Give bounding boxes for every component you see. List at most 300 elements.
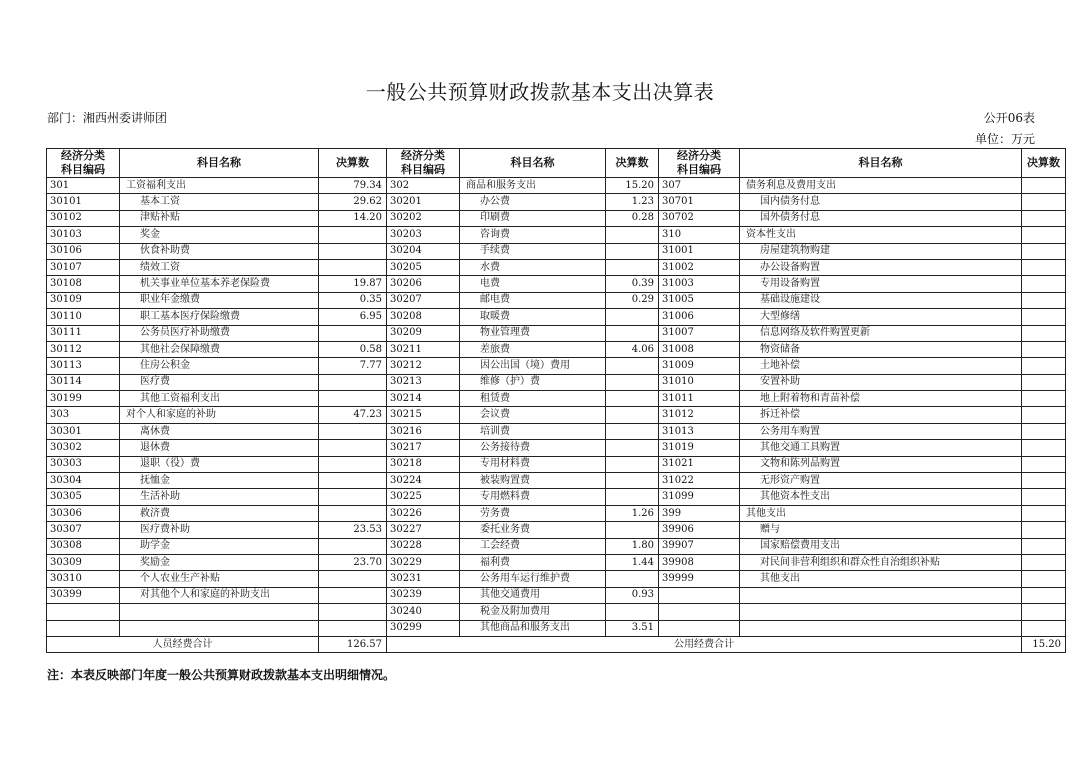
amount-cell [1022, 571, 1066, 587]
amount-cell [319, 374, 387, 390]
amount-cell: 4.06 [606, 341, 659, 357]
name-cell: 税金及附加费用 [460, 604, 606, 620]
code-cell: 310 [659, 227, 740, 243]
code-cell: 30213 [387, 374, 460, 390]
name-cell: 安置补助 [740, 374, 1022, 390]
name-cell: 差旅费 [460, 341, 606, 357]
name-header: 科目名称 [740, 149, 1022, 178]
code-cell: 30701 [659, 194, 740, 210]
code-cell: 31008 [659, 341, 740, 357]
footnote: 注：本表反映部门年度一般公共预算财政拨款基本支出明细情况。 [47, 668, 396, 682]
name-cell: 专用材料费 [460, 456, 606, 472]
name-cell: 津贴补贴 [120, 210, 319, 226]
code-cell [659, 620, 740, 636]
code-cell: 31011 [659, 391, 740, 407]
amount-cell [319, 227, 387, 243]
amount-cell [319, 423, 387, 439]
code-cell: 31010 [659, 374, 740, 390]
code-cell: 30215 [387, 407, 460, 423]
amount-cell [319, 604, 387, 620]
amount-cell [319, 489, 387, 505]
amount-cell [1022, 259, 1066, 275]
public-total-value: 15.20 [1022, 636, 1066, 652]
amount-cell [606, 407, 659, 423]
amount-cell [319, 259, 387, 275]
amount-cell: 15.20 [606, 178, 659, 194]
code-cell [47, 604, 120, 620]
code-cell: 30307 [47, 522, 120, 538]
amount-header: 决算数 [1022, 149, 1066, 178]
amount-cell [606, 259, 659, 275]
name-cell: 咨询费 [460, 227, 606, 243]
name-cell: 公务员医疗补助缴费 [120, 325, 319, 341]
name-cell: 职业年金缴费 [120, 292, 319, 308]
table-row [47, 620, 1066, 636]
name-cell: 伙食补助费 [120, 243, 319, 259]
name-cell: 住房公积金 [120, 358, 319, 374]
code-cell: 30212 [387, 358, 460, 374]
amount-cell [1022, 358, 1066, 374]
amount-cell: 0.29 [606, 292, 659, 308]
amount-cell [1022, 243, 1066, 259]
code-cell: 31019 [659, 440, 740, 456]
name-cell: 退职（役）费 [120, 456, 319, 472]
code-cell: 30107 [47, 259, 120, 275]
table-row [47, 423, 1066, 439]
amount-cell [606, 358, 659, 374]
code-cell [659, 604, 740, 620]
name-cell: 工会经费 [460, 538, 606, 554]
amount-cell [319, 571, 387, 587]
name-cell: 会议费 [460, 407, 606, 423]
amount-cell [1022, 227, 1066, 243]
name-cell: 医疗费 [120, 374, 319, 390]
public-total-label: 公用经费合计 [387, 636, 1022, 652]
table-row [47, 538, 1066, 554]
code-cell: 30224 [387, 473, 460, 489]
amount-cell [1022, 178, 1066, 194]
code-cell: 31002 [659, 259, 740, 275]
name-cell: 其他工资福利支出 [120, 391, 319, 407]
amount-cell [606, 473, 659, 489]
code-cell: 30204 [387, 243, 460, 259]
table-row [47, 276, 1066, 292]
amount-cell [1022, 374, 1066, 390]
amount-cell [606, 325, 659, 341]
code-cell: 30301 [47, 423, 120, 439]
code-cell: 30108 [47, 276, 120, 292]
amount-cell: 79.34 [319, 178, 387, 194]
amount-cell: 19.87 [319, 276, 387, 292]
amount-cell: 0.39 [606, 276, 659, 292]
name-cell: 医疗费补助 [120, 522, 319, 538]
name-cell: 救济费 [120, 505, 319, 521]
name-cell: 维修（护）费 [460, 374, 606, 390]
code-cell: 30114 [47, 374, 120, 390]
name-cell: 取暖费 [460, 309, 606, 325]
amount-cell [1022, 538, 1066, 554]
name-cell: 被装购置费 [460, 473, 606, 489]
code-cell: 30308 [47, 538, 120, 554]
name-cell: 专用燃料费 [460, 489, 606, 505]
amount-cell: 14.20 [319, 210, 387, 226]
code-cell: 30310 [47, 571, 120, 587]
code-cell: 30205 [387, 259, 460, 275]
name-cell: 公务用车购置 [740, 423, 1022, 439]
code-cell: 30309 [47, 554, 120, 570]
code-cell: 31013 [659, 423, 740, 439]
name-cell: 国家赔偿费用支出 [740, 538, 1022, 554]
table-row [47, 194, 1066, 210]
name-cell: 对其他个人和家庭的补助支出 [120, 587, 319, 603]
name-cell: 奖励金 [120, 554, 319, 570]
code-cell: 30201 [387, 194, 460, 210]
name-cell: 土地补偿 [740, 358, 1022, 374]
name-cell: 手续费 [460, 243, 606, 259]
name-cell [740, 587, 1022, 603]
code-cell: 31007 [659, 325, 740, 341]
amount-cell: 0.58 [319, 341, 387, 357]
code-cell: 30299 [387, 620, 460, 636]
name-cell: 邮电费 [460, 292, 606, 308]
amount-cell [606, 571, 659, 587]
name-cell: 信息网络及软件购置更新 [740, 325, 1022, 341]
table-row [47, 505, 1066, 521]
table-row [47, 473, 1066, 489]
table-row [47, 489, 1066, 505]
name-cell: 资本性支出 [740, 227, 1022, 243]
amount-cell: 3.51 [606, 620, 659, 636]
code-cell: 31022 [659, 473, 740, 489]
table-row [47, 374, 1066, 390]
code-header: 经济分类 科目编码 [659, 149, 740, 178]
code-cell: 30109 [47, 292, 120, 308]
code-cell: 30304 [47, 473, 120, 489]
name-cell: 水费 [460, 259, 606, 275]
amount-cell [1022, 276, 1066, 292]
name-cell: 基础设施建设 [740, 292, 1022, 308]
table-row [47, 341, 1066, 357]
code-cell: 39999 [659, 571, 740, 587]
name-cell: 国内债务付息 [740, 194, 1022, 210]
table-row [47, 391, 1066, 407]
code-cell: 30103 [47, 227, 120, 243]
amount-cell [1022, 604, 1066, 620]
name-cell: 印刷费 [460, 210, 606, 226]
name-cell: 退休费 [120, 440, 319, 456]
code-cell: 31021 [659, 456, 740, 472]
amount-cell [606, 309, 659, 325]
amount-cell: 0.35 [319, 292, 387, 308]
code-cell: 39906 [659, 522, 740, 538]
code-cell: 30227 [387, 522, 460, 538]
code-cell: 30203 [387, 227, 460, 243]
amount-cell [319, 391, 387, 407]
amount-cell [1022, 456, 1066, 472]
code-cell: 30199 [47, 391, 120, 407]
amount-cell [606, 604, 659, 620]
name-cell: 地上附着物和青苗补偿 [740, 391, 1022, 407]
name-cell: 物业管理费 [460, 325, 606, 341]
name-cell: 无形资产购置 [740, 473, 1022, 489]
table-row [47, 604, 1066, 620]
amount-cell [319, 440, 387, 456]
code-cell: 30228 [387, 538, 460, 554]
amount-cell: 1.80 [606, 538, 659, 554]
code-cell: 303 [47, 407, 120, 423]
amount-cell [606, 456, 659, 472]
personnel-total-label: 人员经费合计 [47, 636, 319, 652]
name-cell: 其他支出 [740, 571, 1022, 587]
code-cell: 39907 [659, 538, 740, 554]
code-cell: 30207 [387, 292, 460, 308]
name-cell: 福利费 [460, 554, 606, 570]
code-cell: 30217 [387, 440, 460, 456]
code-cell: 30239 [387, 587, 460, 603]
name-cell: 基本工资 [120, 194, 319, 210]
name-cell: 离休费 [120, 423, 319, 439]
code-header: 经济分类 科目编码 [387, 149, 460, 178]
name-cell: 商品和服务支出 [460, 178, 606, 194]
amount-cell [319, 620, 387, 636]
page-title: 一般公共预算财政拨款基本支出决算表 [365, 80, 715, 104]
code-cell: 30214 [387, 391, 460, 407]
code-cell: 30113 [47, 358, 120, 374]
amount-cell: 23.53 [319, 522, 387, 538]
amount-cell: 1.23 [606, 194, 659, 210]
amount-cell [606, 440, 659, 456]
name-cell [740, 620, 1022, 636]
code-cell: 307 [659, 178, 740, 194]
code-cell: 30106 [47, 243, 120, 259]
totals-row [47, 636, 1066, 652]
code-cell: 30209 [387, 325, 460, 341]
amount-cell [1022, 554, 1066, 570]
name-cell: 其他资本性支出 [740, 489, 1022, 505]
table-row [47, 178, 1066, 194]
amount-cell [1022, 489, 1066, 505]
name-header: 科目名称 [120, 149, 319, 178]
code-cell: 30101 [47, 194, 120, 210]
code-cell: 30303 [47, 456, 120, 472]
name-cell: 助学金 [120, 538, 319, 554]
amount-cell: 29.62 [319, 194, 387, 210]
amount-cell: 1.26 [606, 505, 659, 521]
name-cell: 文物和陈列品购置 [740, 456, 1022, 472]
code-cell: 30306 [47, 505, 120, 521]
name-cell: 公务接待费 [460, 440, 606, 456]
name-cell: 国外债务付息 [740, 210, 1022, 226]
name-cell: 公务用车运行维护费 [460, 571, 606, 587]
name-cell: 专用设备购置 [740, 276, 1022, 292]
table-row [47, 440, 1066, 456]
code-cell: 30399 [47, 587, 120, 603]
name-cell: 个人农业生产补贴 [120, 571, 319, 587]
code-cell: 30225 [387, 489, 460, 505]
table-row [47, 309, 1066, 325]
amount-cell: 0.93 [606, 587, 659, 603]
name-cell: 债务利息及费用支出 [740, 178, 1022, 194]
name-cell: 电费 [460, 276, 606, 292]
code-cell: 399 [659, 505, 740, 521]
code-cell: 30226 [387, 505, 460, 521]
amount-cell [606, 227, 659, 243]
name-cell: 物资储备 [740, 341, 1022, 357]
code-cell: 30218 [387, 456, 460, 472]
amount-cell: 0.28 [606, 210, 659, 226]
amount-cell [606, 391, 659, 407]
amount-cell [606, 522, 659, 538]
code-cell: 30211 [387, 341, 460, 357]
name-cell: 其他支出 [740, 505, 1022, 521]
amount-cell [606, 489, 659, 505]
code-cell: 31005 [659, 292, 740, 308]
code-cell: 31099 [659, 489, 740, 505]
name-header: 科目名称 [460, 149, 606, 178]
table-row [47, 571, 1066, 587]
name-cell: 其他商品和服务支出 [460, 620, 606, 636]
name-cell [740, 604, 1022, 620]
code-cell: 30702 [659, 210, 740, 226]
amount-header: 决算数 [319, 149, 387, 178]
name-cell: 房屋建筑物购建 [740, 243, 1022, 259]
name-cell: 因公出国（境）费用 [460, 358, 606, 374]
name-cell: 机关事业单位基本养老保险费 [120, 276, 319, 292]
amount-cell: 1.44 [606, 554, 659, 570]
code-cell: 31012 [659, 407, 740, 423]
amount-cell [1022, 473, 1066, 489]
name-cell: 委托业务费 [460, 522, 606, 538]
amount-cell [319, 505, 387, 521]
amount-cell [606, 243, 659, 259]
table-row [47, 358, 1066, 374]
table-row [47, 456, 1066, 472]
amount-cell [1022, 210, 1066, 226]
name-cell: 绩效工资 [120, 259, 319, 275]
table-row [47, 292, 1066, 308]
amount-cell: 47.23 [319, 407, 387, 423]
name-cell: 劳务费 [460, 505, 606, 521]
amount-cell [319, 538, 387, 554]
code-cell: 30110 [47, 309, 120, 325]
name-cell: 其他交通工具购置 [740, 440, 1022, 456]
table-row [47, 259, 1066, 275]
code-cell [659, 587, 740, 603]
name-cell: 对个人和家庭的补助 [120, 407, 319, 423]
name-cell: 抚恤金 [120, 473, 319, 489]
table-row [47, 554, 1066, 570]
code-cell: 30302 [47, 440, 120, 456]
name-cell: 赠与 [740, 522, 1022, 538]
amount-cell [1022, 341, 1066, 357]
name-cell: 其他交通费用 [460, 587, 606, 603]
code-cell: 30229 [387, 554, 460, 570]
department-label: 部门：湘西州委讲师团 [47, 111, 168, 125]
amount-cell [1022, 522, 1066, 538]
amount-cell: 23.70 [319, 554, 387, 570]
table-row [47, 587, 1066, 603]
amount-cell [319, 456, 387, 472]
expenditure-table [46, 148, 1066, 653]
amount-cell [1022, 505, 1066, 521]
header-row [47, 149, 1066, 178]
amount-cell [319, 325, 387, 341]
code-cell: 30208 [387, 309, 460, 325]
amount-header: 决算数 [606, 149, 659, 178]
amount-cell [319, 243, 387, 259]
table-row [47, 407, 1066, 423]
code-cell: 30216 [387, 423, 460, 439]
amount-cell: 7.77 [319, 358, 387, 374]
code-cell: 39908 [659, 554, 740, 570]
amount-cell [1022, 309, 1066, 325]
amount-cell [1022, 587, 1066, 603]
table-row [47, 522, 1066, 538]
table-row [47, 325, 1066, 341]
code-cell: 30240 [387, 604, 460, 620]
code-cell: 31001 [659, 243, 740, 259]
code-header: 经济分类 科目编码 [47, 149, 120, 178]
code-cell: 30202 [387, 210, 460, 226]
code-cell: 30102 [47, 210, 120, 226]
amount-cell [1022, 620, 1066, 636]
table-row [47, 243, 1066, 259]
amount-cell [1022, 325, 1066, 341]
code-cell: 31006 [659, 309, 740, 325]
amount-cell [1022, 391, 1066, 407]
code-cell [47, 620, 120, 636]
name-cell: 大型修缮 [740, 309, 1022, 325]
name-cell: 租赁费 [460, 391, 606, 407]
name-cell: 培训费 [460, 423, 606, 439]
code-cell: 302 [387, 178, 460, 194]
form-number: 公开06表 [983, 111, 1035, 125]
name-cell [120, 604, 319, 620]
code-cell: 30111 [47, 325, 120, 341]
amount-cell: 6.95 [319, 309, 387, 325]
amount-cell [606, 423, 659, 439]
name-cell: 办公设备购置 [740, 259, 1022, 275]
amount-cell [319, 587, 387, 603]
code-cell: 31003 [659, 276, 740, 292]
code-cell: 30231 [387, 571, 460, 587]
code-cell: 31009 [659, 358, 740, 374]
name-cell: 对民间非营利组织和群众性自治组织补贴 [740, 554, 1022, 570]
table-row [47, 227, 1066, 243]
name-cell: 生活补助 [120, 489, 319, 505]
amount-cell [1022, 292, 1066, 308]
code-cell: 30112 [47, 341, 120, 357]
code-cell: 30305 [47, 489, 120, 505]
amount-cell [319, 473, 387, 489]
name-cell [120, 620, 319, 636]
personnel-total-value: 126.57 [319, 636, 387, 652]
code-cell: 301 [47, 178, 120, 194]
name-cell: 职工基本医疗保险缴费 [120, 309, 319, 325]
name-cell: 拆迁补偿 [740, 407, 1022, 423]
unit-label: 单位：万元 [974, 132, 1035, 146]
amount-cell [1022, 423, 1066, 439]
name-cell: 工资福利支出 [120, 178, 319, 194]
name-cell: 办公费 [460, 194, 606, 210]
code-cell: 30206 [387, 276, 460, 292]
name-cell: 其他社会保障缴费 [120, 341, 319, 357]
amount-cell [1022, 407, 1066, 423]
amount-cell [1022, 440, 1066, 456]
table-row [47, 210, 1066, 226]
name-cell: 奖金 [120, 227, 319, 243]
amount-cell [1022, 194, 1066, 210]
